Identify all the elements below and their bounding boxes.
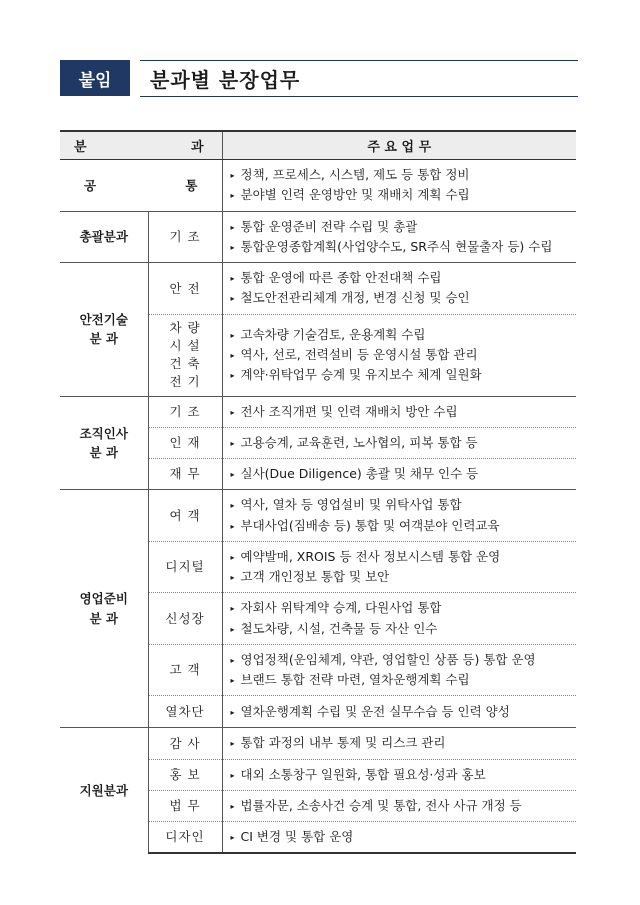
bullet-icon: ▸ (230, 624, 235, 634)
sub-name: 기 조 (148, 211, 222, 263)
sub-name: 디지털 (148, 541, 222, 593)
bullet-icon: ▸ (230, 521, 235, 531)
sub-items (222, 490, 576, 542)
table-row (60, 211, 576, 263)
table-row (60, 263, 576, 315)
list-item: ▸ 브랜드 통합 전략 마련, 열차운행계획 수립 (230, 672, 470, 687)
sub-items (222, 593, 576, 645)
sub-name: 고 객 (148, 644, 222, 696)
bullet-icon: ▸ (230, 707, 235, 717)
bullet-icon: ▸ (230, 739, 235, 749)
title-bottom-rule (140, 96, 578, 97)
sub-items (222, 759, 576, 790)
attachment-badge: 붙임 (60, 60, 130, 96)
list-item: ▸ 역사, 열차 등 영업설비 및 위탁사업 통합 (230, 497, 462, 513)
bullet-icon: ▸ (230, 604, 235, 614)
table-row (60, 160, 576, 212)
bullet-icon: ▸ (230, 676, 235, 685)
common-items (222, 160, 576, 212)
list-item: ▸ 전사 조직개편 및 인력 재배치 방안 수립 (230, 403, 458, 419)
list-item: ▸ 통합운영종합계획(사업양수도, SR주식 현물출자 등) 수립 (230, 238, 553, 254)
table-header-row (60, 131, 576, 160)
list-item: ▸ 통합 운영에 따른 종합 안전대책 수립 (230, 270, 442, 285)
bullet-icon: ▸ (230, 770, 235, 780)
sub-items (222, 822, 576, 854)
list-item: ▸ 고속차량 기술검토, 운용계획 수립 (230, 326, 426, 342)
list-item: ▸ 정책, 프로세스, 시스템, 제도 등 통합 정비 (230, 167, 470, 182)
sub-items (222, 211, 576, 263)
sub-items (222, 728, 576, 759)
list-item: ▸ 실사(Due Diligence) 총괄 및 채무 인수 등 (230, 466, 479, 481)
list-item: ▸ 예약발매, XROIS 등 전사 정보시스템 통합 운영 (230, 548, 501, 564)
list-item: ▸ 열차운행계획 수립 및 운전 실무수습 등 인력 양성 (230, 703, 510, 719)
bullet-icon: ▸ (230, 242, 235, 252)
sub-name: 감 사 (148, 728, 222, 759)
sub-items (222, 459, 576, 490)
bullet-icon: ▸ (230, 833, 235, 842)
bullet-icon: ▸ (230, 470, 235, 479)
list-item: ▸ 부대사업(짐배송 등) 통합 및 여객분야 인력교육 (230, 517, 500, 533)
list-item: ▸ 철도차량, 시설, 건축물 등 자산 인수 (230, 620, 438, 636)
bullet-icon: ▸ (230, 573, 235, 582)
bullet-icon: ▸ (230, 191, 235, 201)
table-row (60, 396, 576, 427)
sub-items (222, 790, 576, 821)
list-item: ▸ 철도안전관리체계 개정, 변경 신청 및 승인 (230, 290, 470, 306)
list-item: ▸ 법률자문, 소송사건 승계 및 통합, 전사 사규 개정 등 (230, 797, 522, 813)
bullet-icon: ▸ (230, 222, 235, 232)
group-name: 조직인사 분 과 (60, 396, 148, 490)
group-name: 총괄분과 (60, 211, 148, 263)
group-name: 영업준비 분 과 (60, 490, 148, 728)
sub-name: 법 무 (148, 790, 222, 821)
sub-name: 안 전 (148, 263, 222, 315)
list-item: ▸ 대외 소통창구 일원화, 통합 필요성·성과 홍보 (230, 766, 486, 782)
sub-items (222, 541, 576, 593)
page-header (60, 60, 578, 98)
sub-name: 인 재 (148, 427, 222, 458)
bullet-icon: ▸ (230, 501, 235, 511)
sub-name: 여 객 (148, 490, 222, 542)
group-name: 지원분과 (60, 728, 148, 854)
sub-name: 홍 보 (148, 759, 222, 790)
bullet-icon: ▸ (230, 407, 235, 417)
list-item: ▸ 고용승계, 교육훈련, 노사협의, 피복 통합 등 (230, 434, 478, 450)
list-item: ▸ CI 변경 및 통합 운영 (230, 829, 354, 844)
sub-name: 신성장 (148, 593, 222, 645)
bullet-icon: ▸ (230, 171, 235, 180)
list-item: ▸ 역사, 선로, 전력설비 등 운영시설 통합 관리 (230, 346, 478, 362)
sub-items (222, 314, 576, 396)
sub-name: 기 조 (148, 396, 222, 427)
bullet-icon: ▸ (230, 274, 235, 283)
sub-items (222, 396, 576, 427)
sub-items (222, 644, 576, 696)
list-item: ▸ 계약·위탁업무 승계 및 유지보수 체계 일원화 (230, 367, 482, 383)
list-item: ▸ 통합 과정의 내부 통제 및 리스크 관리 (230, 735, 446, 751)
bullet-icon: ▸ (230, 552, 235, 562)
sub-name: 차 량 시 설 건 축 전 기 (148, 314, 222, 396)
header-duties: 주 요 업 무 (222, 131, 576, 160)
sub-items (222, 427, 576, 458)
group-name: 안전기술 분 과 (60, 263, 148, 397)
bullet-icon: ▸ (230, 801, 235, 811)
bullet-icon: ▸ (230, 294, 235, 304)
sub-items (222, 263, 576, 315)
bullet-icon: ▸ (230, 350, 235, 360)
page-title: 분과별 분장업무 (150, 67, 301, 92)
bullet-icon: ▸ (230, 371, 235, 381)
bullet-icon: ▸ (230, 330, 235, 340)
bullet-icon: ▸ (230, 655, 235, 665)
list-item: ▸ 통합 운영준비 전략 수립 및 총괄 (230, 218, 418, 234)
list-item: ▸ 고객 개인정보 통합 및 보안 (230, 569, 390, 584)
list-item: ▸ 자회사 위탁계약 승계, 다원사업 통합 (230, 600, 442, 616)
list-item: ▸ 영업정책(운임체계, 약관, 영업할인 상품 등) 통합 운영 (230, 651, 536, 667)
table-row (60, 490, 576, 542)
duties-table (60, 130, 576, 854)
sub-name: 디자인 (148, 822, 222, 854)
sub-items (222, 696, 576, 728)
sub-name: 재 무 (148, 459, 222, 490)
header-category: 분 과 (60, 131, 222, 160)
table-row (60, 728, 576, 759)
bullet-icon: ▸ (230, 438, 235, 448)
sub-name: 열차단 (148, 696, 222, 728)
common-label: 공 통 (60, 160, 222, 212)
list-item: ▸ 분야별 인력 운영방안 및 재배치 계획 수립 (230, 187, 470, 203)
